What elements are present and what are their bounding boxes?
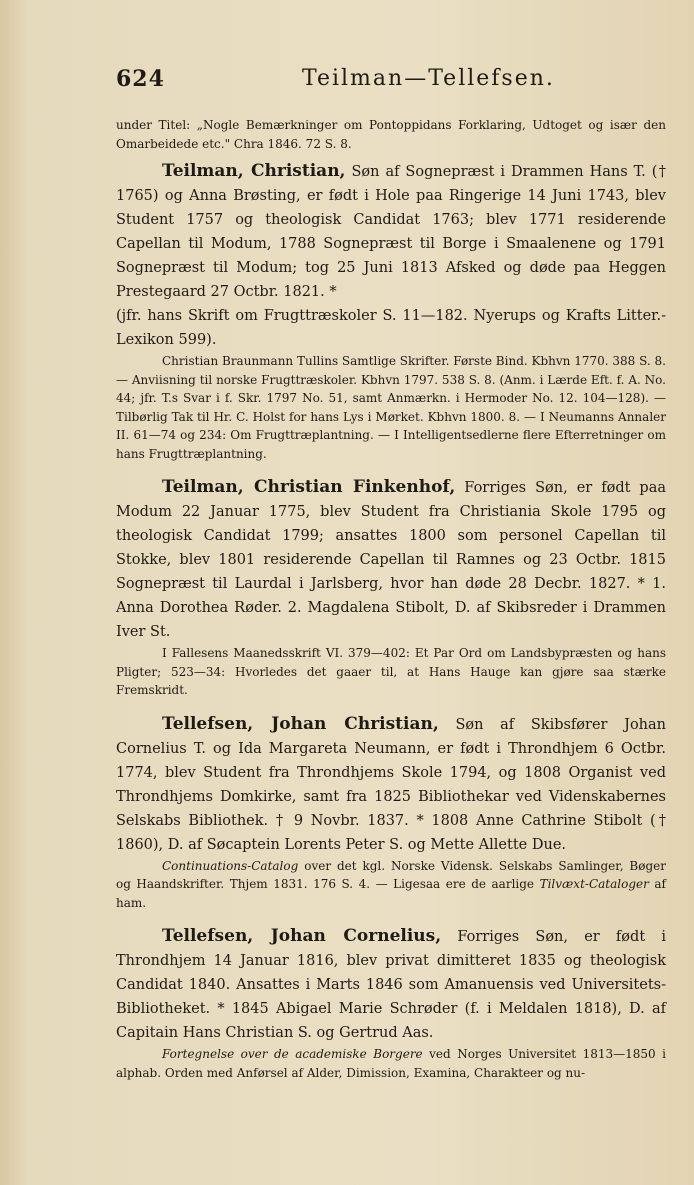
register-title: Fortegnelse over de academiske Borgere [162, 1047, 423, 1061]
running-head: Teilman—Tellefsen. [302, 66, 555, 91]
entry-notes: ved Norges Universitet 1813—1850 i alphab. Orden med Anførsel af Alder, Dimission, Examina, Charakteer og nu- [116, 1047, 666, 1080]
entry-body: Forriges Søn, er født i Throndhjem 14 Januar 1816, blev privat dimitteret 1835 og theologisk Candidat 1840. Ansattes i Marts 1846 som Amanuensis ved Universitets-Bibliotheket. * 1845 Abigael Marie Schrøder (f. i Meldalen 1818), D. af Capitain Hans Christian S. og Gertrud Aas. [116, 929, 666, 1041]
entry-notes: over det kgl. Norske Vidensk. Selskabs Samlinger, Bøger og Haandskrifter. Thjem 1831. 176 S. 4. — Ligesaa ere de aarlige [116, 858, 666, 891]
catalog-title-2: Tilvæxt-Cataloger [539, 877, 649, 891]
entry-body: Forriges Søn, er født paa Modum 22 Januar 1775, blev Student fra Christiania Skole 1795 og theologisk Candidat 1799; ansattes 1800 som personel Capellan til Stokke, blev 1801 residerende Capellan til Ramnes og 23 Octbr. 1815 Sognepræst til Laurdal i Jarlsberg, hvor han døde 28 Decbr. 1827. * 1. Anna Dorothea Røder. 2. Magdalena Stibolt, D. af Skibsreder i Drammen Iver St. [116, 480, 666, 640]
entry-name: Teilman, Christian Finkenhof, [162, 477, 456, 497]
entry-name: Teilman, Christian, [162, 161, 346, 181]
entry-notes: Christian Braunmann Tullins Samtlige Skrifter. Første Bind. Kbhvn 1770. 388 S. 8. — Anviisning til norske Frugttræskoler. Kbhvn 1797. 538 S. 8. (Anm. i Lærde Eft. f. A. No. 44; jfr. T.s Svar i f. Skr. 1797 No. 51, samt Anmærkn. i Hermoder No. 12. 104—128). — Tilbørlig Tak til Hr. C. Holst for hans Lys i Mørket. Kbhvn 1800. 8. — I Neumanns Annaler II. 61—74 og 234: Om Frugttræplantning. — I Intelligentsedlerne flere Efterretninger om hans Frugttræplantning. [116, 354, 666, 461]
entry-teilman-christian [116, 159, 666, 463]
entry-reference: (jfr. hans Skrift om Frugttræskoler S. 11—182. Nyerups og Krafts Litter.-Lexikon 599). [116, 308, 666, 348]
entry-notes: I Fallesens Maanedsskrift VI. 379—402: Et Par Ord om Landsbypræsten og hans Pligter; 523—34: Hvorledes det gaaer til, at Hans Hauge kan gjøre saa stærke Fremskridt. [116, 646, 666, 697]
entry-name: Tellefsen, Johan Cornelius, [162, 926, 442, 946]
entry-tellefsen-johan-christian [116, 712, 666, 913]
entry-body: Søn af Skibsfører Johan Cornelius T. og Ida Margareta Neumann, er født i Throndhjem 6 Octbr. 1774, blev Student fra Throndhjems Skole 1794, og 1808 Organist ved Throndhjems Domkirke, samt fra 1825 Bibliothekar ved Videnskabernes Selskabs Bibliothek. † 9 Novbr. 1837. * 1808 Anne Cathrine Stibolt († 1860), D. af Søcaptein Lorents Peter S. og Mette Allette Due. [116, 716, 667, 853]
catalog-title: Continuations-Catalog [162, 858, 299, 873]
preamble-text: under Titel: „Nogle Bemærkninger om Pontoppidans Forklaring, Udtoget og især den Omarbeidede etc." Chra 1846. 72 S. 8. [116, 118, 666, 151]
entry-teilman-christian-finkenhof [116, 475, 666, 700]
page-header [116, 66, 664, 100]
page-content [116, 116, 666, 1082]
page-number: 624 [116, 66, 165, 92]
entry-body: Søn af Sognepræst i Drammen Hans T. († 1765) og Anna Brøsting, er født i Hole paa Ringerige 14 Juni 1743, blev Student 1757 og theologisk Candidat 1763; blev 1771 residerende Capellan til Modum, 1788 Sognepræst til Borge i Smaalenene og 1791 Sognepræst til Modum; tog 25 Juni 1813 Afsked og døde paa Heggen Prestegaard 27 Octbr. 1821. * [116, 164, 667, 300]
entry-tellefsen-johan-cornelius [116, 924, 666, 1082]
entry-notes-end: af ham. [116, 877, 666, 910]
entry-name: Tellefsen, Johan Christian, [162, 713, 439, 734]
